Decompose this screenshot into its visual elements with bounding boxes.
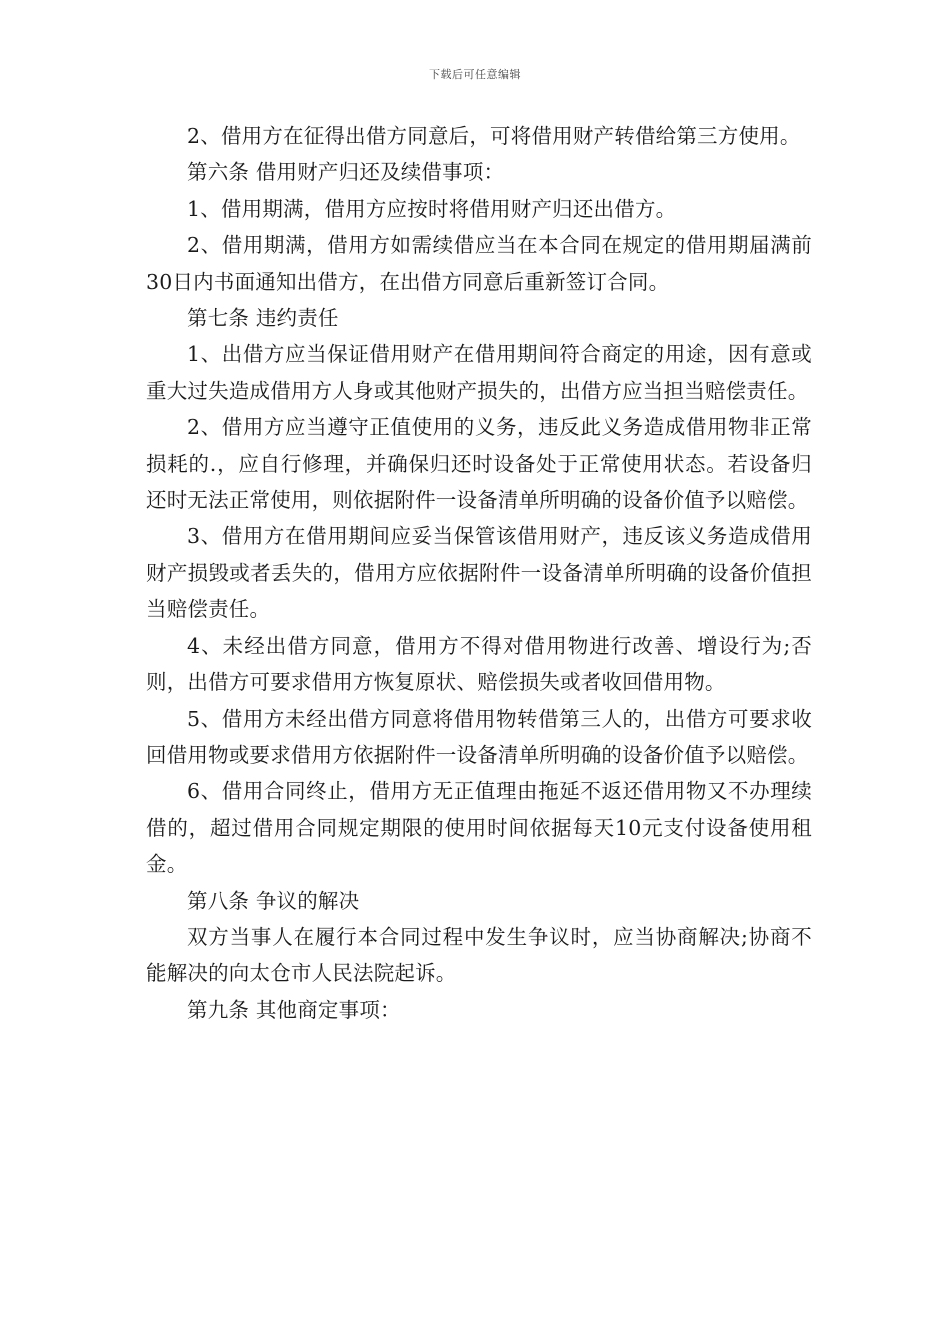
paragraph-clause-5-item-2: 2、借用方在征得出借方同意后，可将借用财产转借给第三方使用。 xyxy=(187,124,801,148)
paragraph-clause-6-item-2: 2、借用期满，借用方如需续借应当在本合同在规定的借用期届满前30日内书面通知出借方，在出借方同意后重新签订合同。 xyxy=(146,233,812,294)
paragraph-clause-7-item-5: 5、借用方未经出借方同意将借用物转借第三人的，出借方可要求收回借用物或要求借用方依据附件一设备清单所明确的设备价值予以赔偿。 xyxy=(146,706,812,767)
paragraph-clause-7-item-6: 6、借用合同终止，借用方无正值理由拖延不返还借用物又不办理续借的，超过借用合同规定期限的使用时间依据每天10元支付设备使用租金。 xyxy=(146,779,812,877)
paragraph-clause-6-item-1: 1、借用期满，借用方应按时将借用财产归还出借方。 xyxy=(187,196,677,221)
heading-article-7: 第七条 违约责任 xyxy=(187,306,339,331)
document-body xyxy=(146,118,812,1028)
paragraph-clause-8: 双方当事人在履行本合同过程中发生争议时，应当协商解决;协商不能解决的向太仓市人民法院起诉。 xyxy=(146,924,812,986)
page-header: 下载后可任意编辑 xyxy=(429,68,521,81)
paragraph-clause-7-item-3: 3、借用方在借用期间应妥当保管该借用财产，违反该义务造成借用财产损毁或者丢失的，借用方应依据附件一设备清单所明确的设备价值担当赔偿责任。 xyxy=(146,524,812,622)
paragraph-clause-7-item-1: 1、出借方应当保证借用财产在借用期间符合商定的用途，因有意或重大过失造成借用方人身或其他财产损失的，出借方应当担当赔偿责任。 xyxy=(146,342,812,403)
heading-article-9: 第九条 其他商定事项： xyxy=(187,997,401,1022)
paragraph-clause-7-item-4: 4、未经出借方同意，借用方不得对借用物进行改善、增设行为;否则，出借方可要求借用方恢复原状、赔偿损失或者收回借用物。 xyxy=(146,633,812,695)
paragraph-clause-7-item-2: 2、借用方应当遵守正值使用的义务，违反此义务造成借用物非正常损耗的.，应自行修理，并确保归还时设备处于正常使用状态。若设备归还时无法正常使用，则依据附件一设备清单所明确的设备价值予以赔偿。 xyxy=(146,415,812,513)
heading-article-6: 第六条 借用财产归还及续借事项： xyxy=(187,160,505,185)
heading-article-8: 第八条 争议的解决 xyxy=(187,888,360,913)
